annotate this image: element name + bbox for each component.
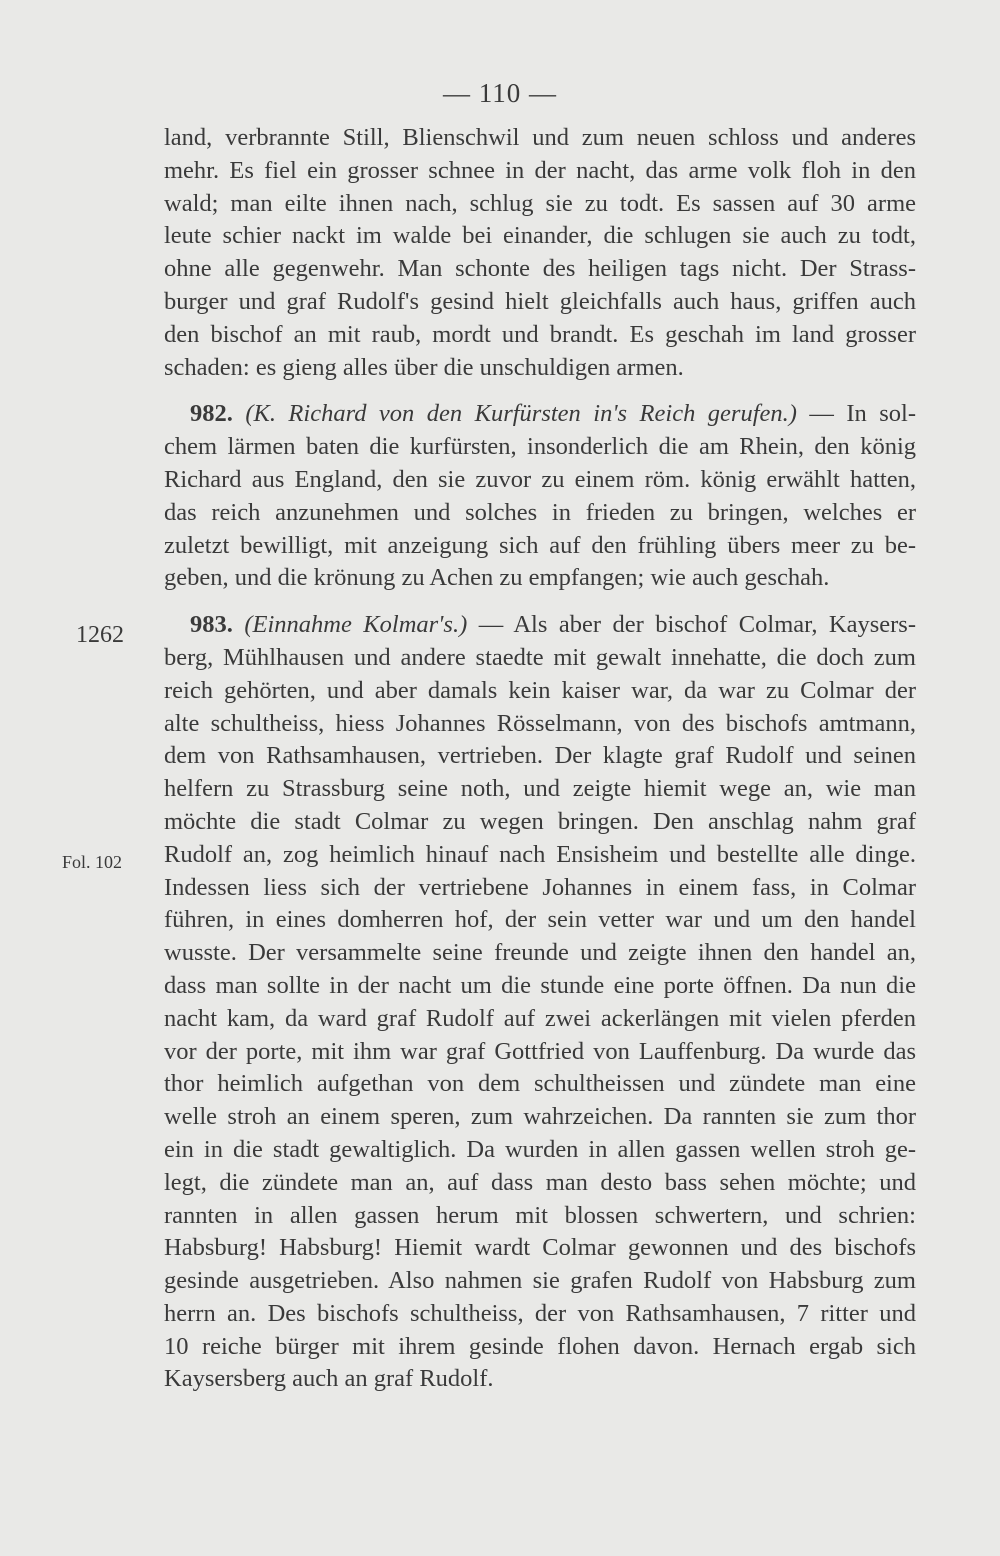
margin-year: 1262 [76,622,124,648]
text-line: dem von Rathsamhausen, vertrieben. Der klagte graf Rudolf und seinen [164,742,916,770]
section-first-line [164,398,916,431]
text-line: Richard aus England, den sie zuvor zu einem röm. könig erwählt hatten, [164,465,916,493]
text-line: thor heimlich aufgethan von dem schultheissen und zündete man eine [164,1070,916,1098]
section-982 [164,398,916,595]
text-line: berg, Mühlhausen und andere staedte mit gewalt innehatte, die doch zum [164,643,916,671]
text-line: Indessen liess sich der vertriebene Johannes in einem fass, in Colmar [164,873,916,901]
section-text: — In sol- [809,400,916,428]
text-line: möchte die stadt Colmar zu wegen bringen. Den anschlag nahm graf [164,807,916,835]
text-line: vor der porte, mit ihm war graf Gottfried von Lauffenburg. Da wurde das [164,1037,916,1065]
text-line: Rudolf an, zog heimlich hinauf nach Ensisheim und bestellte alle dinge. [164,840,916,868]
text-line: mehr. Es fiel ein grosser schnee in der nacht, das arme volk floh in den [164,156,916,184]
text-line: chem lärmen baten die kurfürsten, insonderlich die am Rhein, den könig [164,433,916,461]
text-line: rannten in allen gassen herum mit blossen schwertern, und schrien: [164,1201,916,1229]
main-text [164,122,916,1396]
text-line: wald; man eilte ihnen nach, schlug sie zu todt. Es sassen auf 30 arme [164,189,916,217]
section-title: (Einnahme Kolmar's.) [244,611,468,639]
text-line: dass man sollte in der nacht um die stunde eine porte öffnen. Da nun die [164,971,916,999]
text-line: gesinde ausgetrieben. Also nahmen sie grafen Rudolf von Habsburg zum [164,1267,916,1295]
text-line: 10 reiche bürger mit ihrem gesinde flohen davon. Hernach ergab sich [164,1332,916,1360]
section-title: (K. Richard von den Kurfürsten in's Reich gerufen.) [245,400,797,428]
text-line: herrn an. Des bischofs schultheiss, der von Rathsamhausen, 7 ritter und [164,1299,916,1327]
text-line: wusste. Der versammelte seine freunde und zeigte ihnen den handel an, [164,939,916,967]
text-line: land, verbrannte Still, Blienschwil und zum neuen schloss und anderes [164,124,916,151]
text-line: ein in die stadt gewaltiglich. Da wurden in allen gassen wellen stroh ge- [164,1135,916,1163]
text-line: das reich anzunehmen und solches in frieden zu bringen, welches er [164,498,916,526]
section-number: 983. [190,611,233,639]
text-line: zuletzt bewilligt, mit anzeigung sich auf den frühling übers meer zu be- [164,531,916,559]
text-line: reich gehörten, und aber damals kein kaiser war, da war zu Colmar der [164,676,916,704]
text-line: leute schier nackt im walde bei einander, die schlugen sie auch zu todt, [164,222,916,250]
text-line: alte schultheiss, hiess Johannes Rösselmann, von des bischofs amtmann, [164,709,916,737]
text-line: geben, und die krönung zu Achen zu empfangen; wie auch geschah. [164,564,830,592]
text-line: Kaysersberg auch an graf Rudolf. [164,1365,494,1393]
text-line: burger und graf Rudolf's gesind hielt gleichfalls auch haus, griffen auch [164,287,916,315]
text-line: nacht kam, da ward graf Rudolf auf zwei ackerlängen mit vielen pferden [164,1004,916,1032]
text-line: welle stroh an einem speren, zum wahrzeichen. Da rannten sie zum thor [164,1103,916,1131]
text-line: ohne alle gegenwehr. Man schonte des heiligen tags nicht. Der Strass- [164,255,916,283]
text-line: legt, die zündete man an, auf dass man desto bass sehen möchte; und [164,1168,916,1196]
section-983 [164,609,916,1396]
text-line: helfern zu Strassburg seine noth, und zeigte hiemit wege an, wie man [164,775,916,803]
section-first-line [164,609,916,642]
text-line: führen, in eines domherren hof, der sein vetter war und um den handel [164,906,916,934]
page-number: — 110 — [443,78,557,108]
text-line: Habsburg! Habsburg! Hiemit wardt Colmar gewonnen und des bischofs [164,1234,916,1262]
paragraph-continuation [164,122,916,384]
section-text: — Als aber der bischof Colmar, Kaysers- [478,611,916,639]
section-number: 982. [190,400,233,428]
text-line: den bischof an mit raub, mordt und brandt. Es geschah im land grosser [164,320,916,348]
text-line: schaden: es gieng alles über die unschuldigen armen. [164,353,684,381]
margin-folio-note: Fol. 102 [62,852,123,872]
